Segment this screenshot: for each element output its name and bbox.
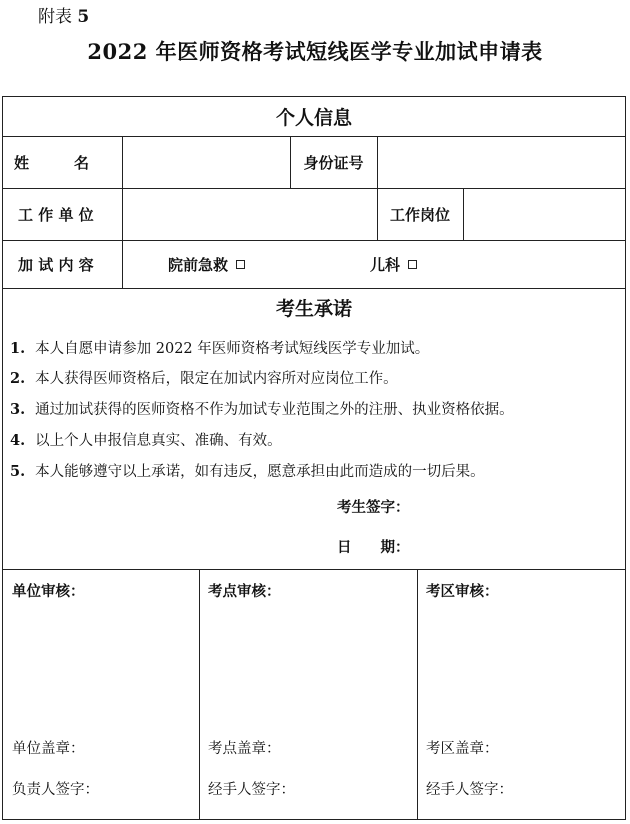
item-number: 1. (10, 340, 26, 357)
unit-review-heading: 单位审核： (12, 583, 85, 600)
attachment-label (38, 2, 89, 27)
table-divider (417, 569, 418, 819)
item-text: 以上个人申报信息真实、准确、有效。 (35, 433, 282, 449)
checkbox-pediatrics[interactable] (408, 260, 417, 269)
name-field[interactable] (123, 137, 289, 187)
personal-info-heading: 个人信息 (275, 106, 352, 129)
post-field[interactable] (464, 189, 624, 239)
attachment-prefix: 附表 (38, 7, 72, 27)
item-number: 2. (10, 370, 26, 387)
item-text: 本人自愿申请参加 2022 年医师资格考试短线医学专业加试。 (35, 341, 430, 357)
commitment-heading: 考生承诺 (275, 297, 352, 320)
item-number: 4. (10, 432, 26, 449)
date-label: 日 期： (337, 539, 410, 556)
table-divider (199, 569, 200, 819)
item-text: 通过加试获得的医师资格不作为加试专业范围之外的注册、执业资格依据。 (35, 402, 514, 418)
option-pediatrics[interactable] (370, 240, 417, 288)
attachment-number: 5 (77, 7, 90, 27)
form-title: 2022 年医师资格考试短线医学专业加试申请表 (87, 39, 543, 64)
option-prehospital-label: 院前急救 (168, 255, 229, 274)
exam-site-seal-label: 考点盖章： (208, 741, 281, 757)
table-divider (2, 288, 626, 289)
exam-area-review-heading: 考区审核： (426, 583, 499, 600)
commitment-item (10, 398, 514, 419)
item-text: 本人获得医师资格后，限定在加试内容所对应岗位工作。 (35, 371, 398, 387)
item-number: 5. (10, 463, 26, 480)
item-text: 本人能够遵守以上承诺，如有违反，愿意承担由此而造成的一切后果。 (35, 464, 485, 480)
commitment-item (10, 460, 485, 481)
table-divider (2, 569, 626, 570)
exam-site-review-heading: 考点审核： (208, 583, 281, 600)
post-label: 工作岗位 (389, 205, 450, 224)
commitment-item (10, 367, 398, 388)
unit-responsible-sign-label: 负责人签字： (12, 782, 99, 798)
table-bottom-border (2, 819, 626, 820)
work-unit-label: 工 作 单 位 (18, 205, 94, 224)
id-number-field[interactable] (378, 137, 624, 187)
commitment-item (10, 429, 282, 450)
item-number: 3. (10, 401, 26, 418)
table-right-border (625, 96, 626, 819)
work-unit-field[interactable] (123, 189, 376, 239)
candidate-signature-label: 考生签字： (337, 499, 410, 516)
commitment-item (10, 337, 429, 358)
exam-content-label: 加 试 内 容 (18, 255, 94, 274)
option-pediatrics-label: 儿科 (370, 255, 401, 274)
exam-area-handler-sign-label: 经手人签字： (426, 782, 513, 798)
table-left-border (2, 96, 3, 819)
name-label: 姓 名 (14, 153, 90, 172)
exam-site-handler-sign-label: 经手人签字： (208, 782, 295, 798)
exam-area-seal-label: 考区盖章： (426, 741, 499, 757)
checkbox-prehospital[interactable] (236, 260, 245, 269)
option-prehospital[interactable] (168, 240, 245, 288)
unit-seal-label: 单位盖章： (12, 741, 85, 757)
id-number-label: 身份证号 (303, 153, 364, 172)
